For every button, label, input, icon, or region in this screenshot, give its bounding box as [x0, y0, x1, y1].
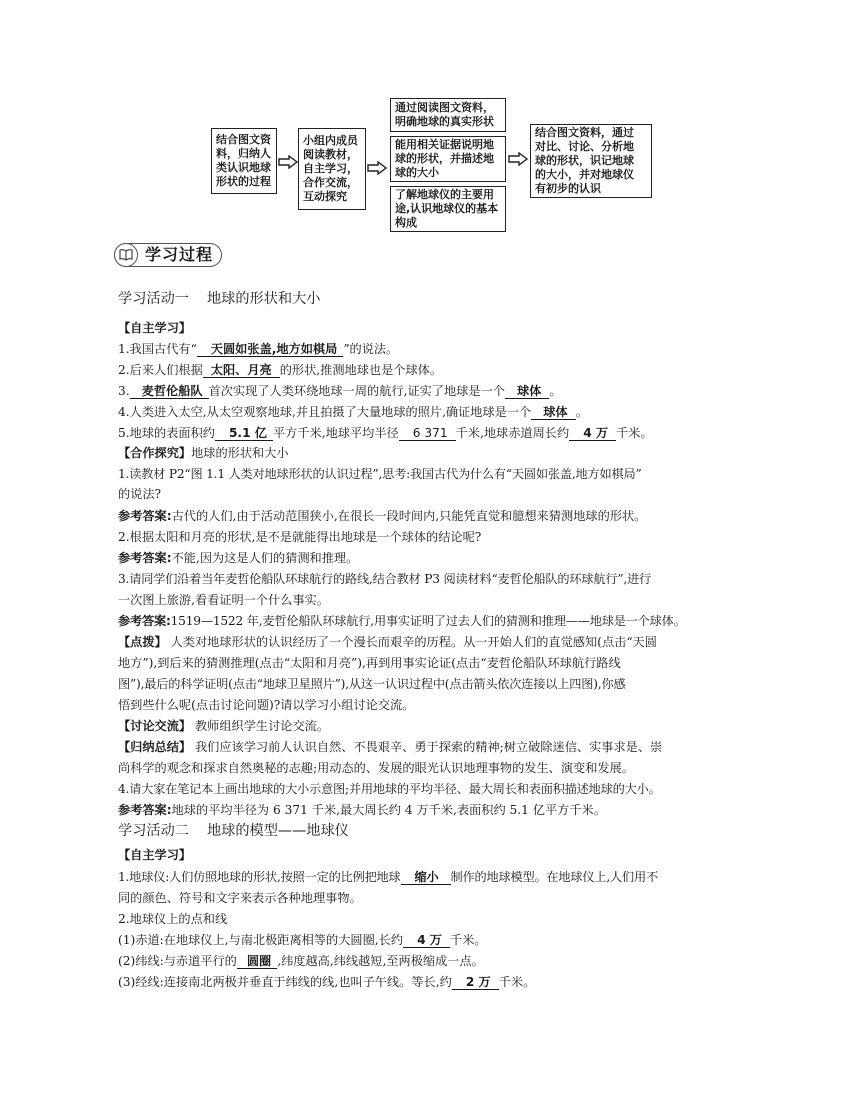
tip-paragraph-cont: 悟到些什么呢(点击讨论问题)?请以学习小组讨论交流。 [118, 698, 415, 712]
question-5: 5.地球的表面积约 5.1 亿 平方千米,地球平均半径 6 371 千米,地球赤道周长约 4 万 千米。 [118, 426, 653, 440]
question-3: 3. 麦哲伦船队 首次实现了人类环绕地球一周的航行,证实了地球是一个 球体 。 [118, 384, 562, 398]
flow-text: 构成 [395, 216, 417, 229]
flow-box-goal-globe [390, 186, 506, 232]
globe-question-1-cont: 同的颜色、符号和文字来表示各种地理事物。 [118, 891, 362, 905]
activity2-heading: 学习活动二 地球的模型——地球仪 [118, 823, 349, 839]
flow-text: 形状的过程 [216, 175, 271, 188]
coop-question-2: 2.根据太阳和月亮的形状,是不是就能得出地球是一个球体的结论呢? [118, 530, 482, 544]
globe-question-2c: (3)经线:连接南北两极并垂直于纬线的线,也叫子午线。等长,约 2 万 千米。 [118, 975, 536, 989]
coop-question-4: 4.请大家在笔记本上画出地球的大小示意图;并用地球的平均半径、最大周长和表面积描述地球的大小。 [118, 782, 661, 796]
section-badge [114, 241, 226, 269]
answer-blank: 球体 [505, 384, 549, 399]
activity1-heading: 学习活动一 地球的形状和大小 [118, 291, 321, 307]
tip-paragraph-cont: 图”),最后的科学证明(点击“地球卫星照片”),从这一认识过程中(点击箭头依次连接以上四图),你感 [118, 677, 626, 691]
flow-text: 自主学习， [303, 162, 358, 175]
summary-paragraph: 【归纳总结】 我们应该学习前人认识自然、不畏艰辛、勇于探索的精神;树立破除迷信、实事求是、崇 [118, 740, 663, 754]
coop-question-3: 3.请同学们沿着当年麦哲伦船队环球航行的路线,结合教材 P3 阅读材料“麦哲伦船队的环球航行”,进行 [118, 572, 652, 586]
answer-blank: 2 万 [452, 975, 499, 990]
globe-question-1: 1.地球仪:人们仿照地球的形状,按照一定的比例把地球 缩小 制作的地球模型。在地球仪上,人们用不 [118, 870, 658, 884]
tip-paragraph: 【点拨】 人类对地球形状的认识经历了一个漫长而艰辛的历程。从一开始人们的直觉感知(点击“天圆 [118, 635, 657, 649]
question-2: 2.后来人们根据 太阳、月亮 的形状,推测地球也是个球体。 [118, 363, 443, 377]
reference-answer-2: 参考答案:不能,因为这是人们的猜测和推理。 [118, 551, 359, 565]
coop-heading: 【合作探究】地球的形状和大小 [118, 446, 289, 460]
answer-blank: 5.1 亿 [215, 426, 273, 441]
answer-blank: 天圆如张盖,地方如棋局 [197, 342, 344, 357]
flow-text: 了解地球仪的主要用 [395, 188, 494, 201]
flow-box-method [298, 128, 366, 210]
reference-answer-3: 参考答案:1519—1522 年,麦哲伦船队环球航行,用事实证明了过去人们的猜测和推理——地球是一个球体。 [118, 614, 686, 628]
flow-arrow-icon [278, 155, 298, 169]
flow-text: 明确地球的真实形状 [395, 115, 494, 128]
flow-text: 通过阅读图文资料， [395, 101, 494, 114]
coop-question-1-cont: 的说法? [118, 487, 162, 501]
question-4: 4.人类进入太空,从太空观察地球,并且拍摄了大量地球的照片,确证地球是一个 球体 。 [118, 405, 588, 419]
flow-box-outcome [530, 124, 652, 198]
globe-question-2b: (2)纬线:与赤道平行的 圆圈 ,纬度越高,纬线越短,至两极缩成一点。 [118, 954, 484, 968]
answer-blank: 4 万 [403, 933, 450, 948]
flow-text: 球的形状，识记地球 [535, 154, 634, 167]
flow-text: 有初步的认识 [535, 182, 601, 195]
flow-box-goal-shape [390, 98, 506, 132]
flow-text: 球的大小 [395, 166, 439, 179]
answer-blank: 缩小 [401, 870, 451, 885]
question-1: 1.我国古代有“ 天圆如张盖,地方如棋局 ”的说法。 [118, 342, 399, 356]
globe-question-2a: (1)赤道:在地球仪上,与南北极距离相等的大圆圈,长约 4 万 千米。 [118, 933, 487, 947]
flow-text: 类认识地球 [216, 161, 271, 174]
flow-text: 小组内成员 [303, 134, 358, 147]
answer-blank: 球体 [531, 405, 575, 420]
flow-text: 途,认识地球仪的基本 [395, 202, 499, 215]
answer-blank: 圆圈 [237, 954, 277, 969]
globe-question-2: 2.地球仪上的点和线 [118, 912, 228, 926]
self-study-label: 【自主学习】 [118, 848, 192, 862]
self-study-label: 【自主学习】 [118, 321, 192, 335]
summary-paragraph-cont: 尚科学的观念和探求自然奥秘的志趣;用动态的、发展的眼光认识地理事物的发生、演变和发展。 [118, 761, 634, 775]
book-icon [118, 247, 134, 263]
flow-arrow-icon [367, 161, 387, 175]
answer-blank: 4 万 [569, 426, 616, 441]
reference-answer-1: 参考答案:古代的人们,由于活动范围狭小,在很长一段时间内,只能凭直觉和臆想来猜测地球的形状。 [118, 509, 647, 523]
tip-paragraph-cont: 地方”),到后来的猜测推理(点击“太阳和月亮”),再到用事实论证(点击“麦哲伦船队环球航行路线 [118, 656, 621, 670]
flow-text: 互动探究 [303, 190, 347, 203]
flow-text: 料，归纳人 [216, 147, 271, 160]
flow-text: 结合图文资 [216, 133, 271, 146]
flow-text: 对比、讨论、分析地 [535, 140, 634, 153]
flow-box-induce [211, 128, 277, 194]
badge-circle [114, 243, 138, 267]
answer-blank: 麦哲伦船队 [130, 384, 209, 399]
flow-text: 阅读教材， [303, 148, 358, 161]
coop-question-3-cont: 一次图上旅游,看看证明一个什么事实。 [118, 593, 330, 607]
flow-arrow-icon [508, 152, 528, 166]
flow-text: 的大小，并对地球仪 [535, 168, 634, 181]
flow-text: 结合图文资料，通过 [535, 126, 634, 139]
flow-box-goal-evidence [390, 136, 506, 182]
badge-title: 学习过程 [145, 245, 214, 264]
answer-blank: 6 371 [399, 426, 456, 441]
flow-text: 合作交流， [303, 176, 358, 189]
flow-text: 能用相关证据说明地 [395, 138, 494, 151]
answer-blank: 太阳、月亮 [203, 363, 280, 378]
reference-answer-4: 参考答案:地球的平均半径为 6 371 千米,最大周长约 4 万千米,表面积约 5.1 亿平方千米。 [118, 803, 606, 817]
coop-question-1: 1.读教材 P2“图 1.1 人类对地球形状的认识过程”,思考:我国古代为什么有“天圆如张盖,地方如棋局” [118, 467, 642, 481]
discussion-line: 【讨论交流】 教师组织学生讨论交流。 [118, 719, 330, 733]
flow-text: 球的形状，并描述地 [395, 152, 494, 165]
